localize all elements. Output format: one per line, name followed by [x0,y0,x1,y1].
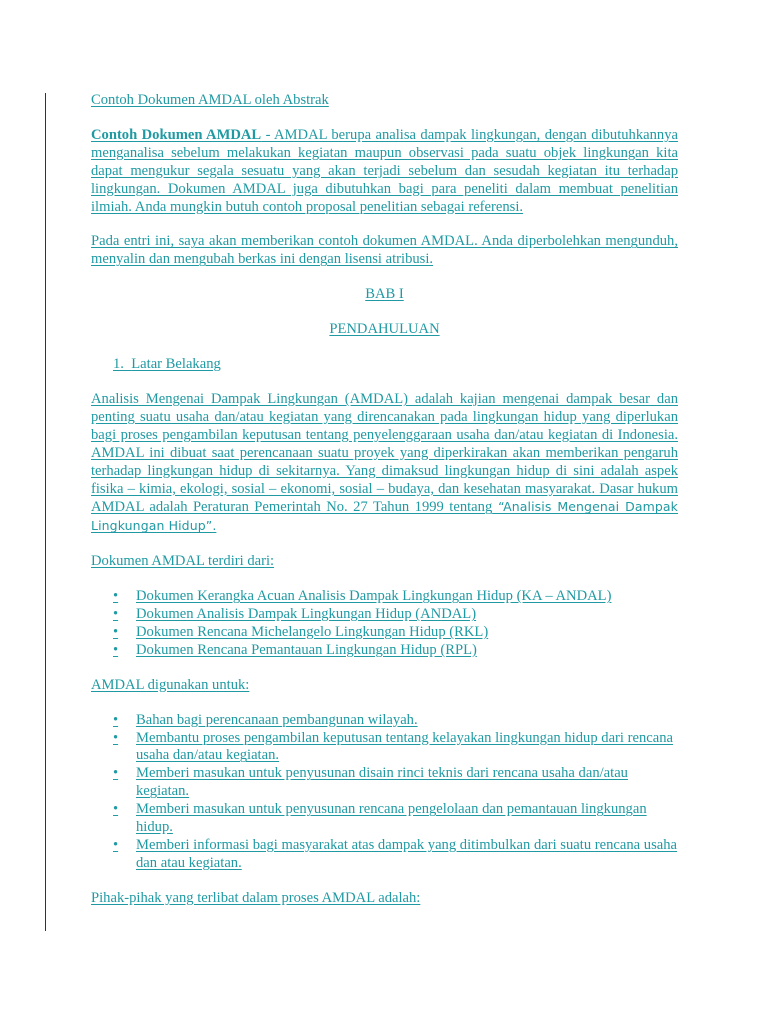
consists-heading[interactable] [91,553,678,571]
bullet-icon: • [113,641,119,658]
document-page [91,92,678,908]
list-item-text[interactable]: Memberi masukan untuk penyusunan disain rinci teknis dari rencana usaha dan/atau kegiatan. [136,765,628,800]
bullet-icon: • [113,729,119,746]
list-item-text[interactable]: Dokumen Kerangka Acuan Analisis Dampak Lingkungan Hidup (KA – ANDAL) [136,588,612,605]
uses-list [91,712,678,873]
list-item-text[interactable]: Dokumen Rencana Michelangelo Lingkungan Hidup (RKL) [136,623,489,640]
bullet-icon: • [113,623,119,640]
background-quote[interactable]: “Analisis Mengenai Dampak Lingkungan Hidup”. [91,499,678,534]
bullet-icon: • [113,801,119,818]
bullet-icon: • [113,588,119,605]
chapter-title-text[interactable]: PENDAHULUAN [329,321,440,338]
list-item-text[interactable]: Bahan bagi perencanaan pembangunan wilayah. [136,711,418,728]
document-title[interactable] [91,92,678,110]
list-item[interactable] [91,624,678,642]
list-item[interactable] [91,642,678,660]
list-item-text[interactable]: Memberi masukan untuk penyusunan rencana pengelolaan dan pemantauan lingkungan hidup. [136,801,647,836]
bullet-icon: • [113,606,119,623]
bullet-icon: • [113,765,119,782]
bullet-icon: • [113,711,119,728]
list-item[interactable] [91,837,678,873]
bullet-icon: • [113,837,119,853]
chapter-heading[interactable] [91,286,678,304]
document-title-link[interactable]: Contoh Dokumen AMDAL oleh Abstrak [91,92,329,108]
chapter-label[interactable]: BAB I [365,286,404,303]
parties-heading[interactable] [91,890,678,908]
intro-text[interactable]: - AMDAL berupa analisa dampak lingkungan, dengan dibutuhkannya menganalisa sebelum melakukan kegiatan maupun observasi pada suatu objek lingkungan kita dapat mengukur segala sesuatu yang akan terjadi sebelum dan sesudah kegiatan itu terhadap lingkungan. Dokumen AMDAL juga dibutuhkan bagi para peneliti dalam membuat penelitian ilmiah. Anda mungkin butuh contoh proposal penelitian sebagai referensi. [91,126,678,215]
list-item-text[interactable]: Membantu proses pengambilan keputusan tentang kelayakan lingkungan hidup dari rencana usaha dan/atau kegiatan. [136,729,673,764]
license-text[interactable]: Pada entri ini, saya akan memberikan contoh dokumen AMDAL. Anda diperbolehkan mengunduh, menyalin dan mengubah berkas ini dengan lisensi atribusi. [91,233,678,268]
section-number[interactable]: 1. [113,356,124,373]
parties-heading-text[interactable]: Pihak-pihak yang terlibat dalam proses AMDAL adalah: [91,889,421,906]
section-title[interactable]: Latar Belakang [131,356,221,373]
list-item[interactable] [91,712,678,730]
list-item-text[interactable]: Memberi informasi bagi masyarakat atas dampak yang ditimbulkan dari suatu rencana usaha dan atau kegiatan. [136,837,678,871]
list-item[interactable] [91,606,678,624]
page-margin-line [45,93,46,931]
list-item[interactable] [91,801,678,837]
consists-heading-text[interactable]: Dokumen AMDAL terdiri dari: [91,553,275,570]
background-paragraph[interactable] [91,391,678,536]
intro-bold[interactable]: Contoh Dokumen AMDAL [91,126,262,143]
list-item[interactable] [91,730,678,766]
background-text[interactable]: Analisis Mengenai Dampak Lingkungan (AMDAL) adalah kajian mengenai dampak besar dan penting suatu usaha dan/atau kegiatan yang direncanakan pada lingkungan hidup yang diperlukan bagi proses pengambilan keputusan tentang penyelenggaraan usaha dan/atau kegiatan di Indonesia. AMDAL ini dibuat saat perencanaan suatu proyek yang diperkirakan akan memberikan pengaruh terhadap lingkungan hidup di sekitarnya. Yang dimaksud lingkungan hidup di sini adalah aspek fisika – kimia, ekologi, sosial – ekonomi, sosial – budaya, dan kesehatan masyarakat. Dasar hukum AMDAL adalah Peraturan Pemerintah No. 27 Tahun 1999 tentang [91,390,678,516]
list-item[interactable] [91,765,678,801]
section-heading[interactable] [91,356,678,374]
license-paragraph[interactable] [91,233,678,269]
uses-heading-text[interactable]: AMDAL digunakan untuk: [91,676,250,693]
list-item[interactable] [91,588,678,606]
intro-paragraph[interactable] [91,127,678,217]
uses-heading[interactable] [91,677,678,695]
list-item-text[interactable]: Dokumen Analisis Dampak Lingkungan Hidup (ANDAL) [136,606,477,623]
chapter-title[interactable] [91,321,678,339]
list-item-text[interactable]: Dokumen Rencana Pemantauan Lingkungan Hidup (RPL) [136,641,477,658]
consists-list [91,588,678,660]
